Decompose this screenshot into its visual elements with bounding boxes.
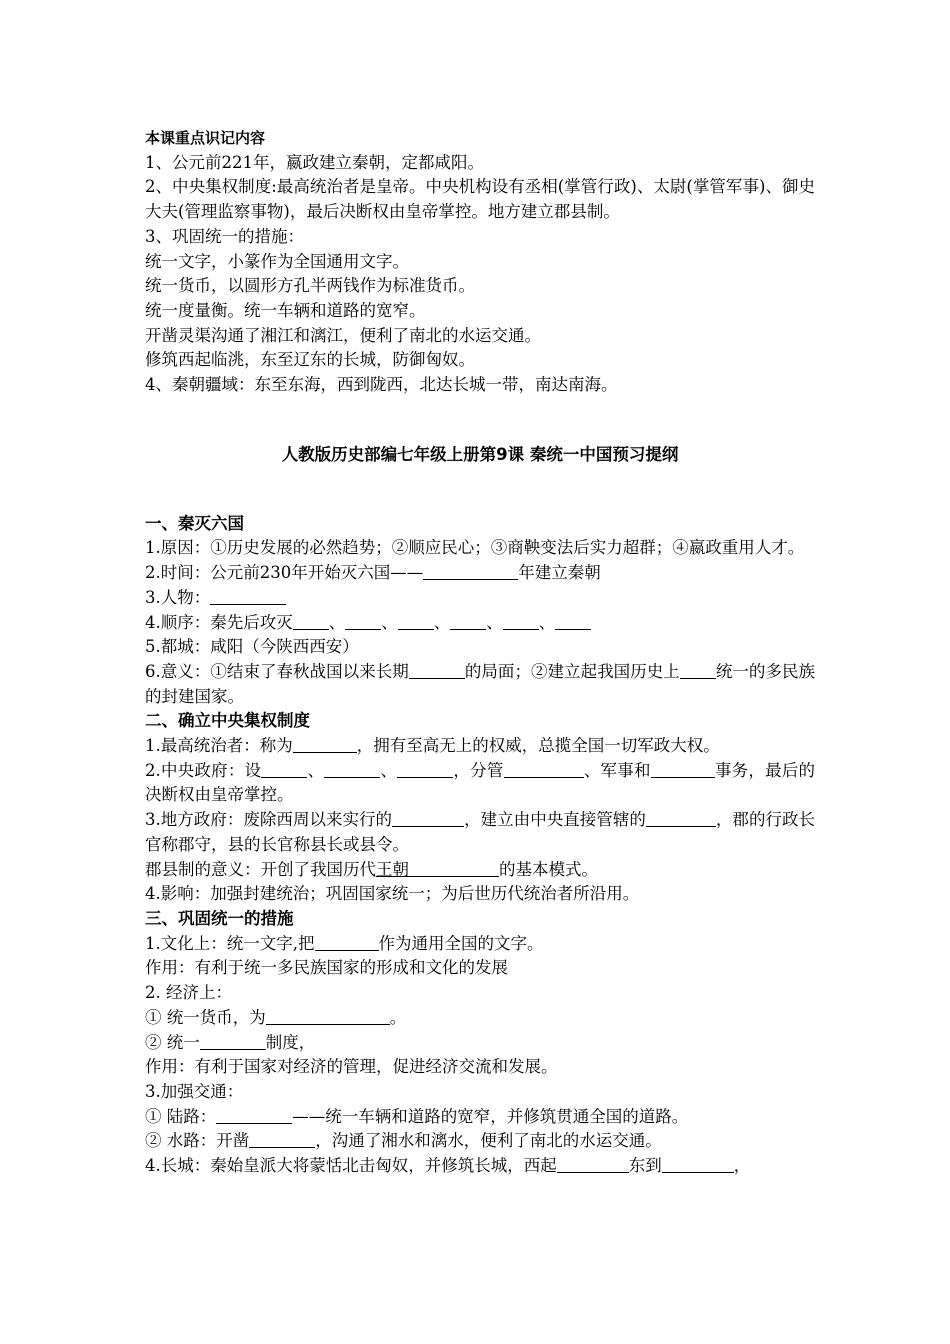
- page-title: 人教版历史部编七年级上册第9课 秦统一中国预习提纲: [281, 444, 679, 464]
- s2-significance: 郡县制的意义：开创了我国历代王朝 的基本模式。: [145, 859, 598, 879]
- blank-script[interactable]: [315, 934, 379, 951]
- s3-land: ① 陆路： ——统一车辆和道路的宽窄，并修筑贯通全国的道路。: [145, 1106, 689, 1126]
- keypoint-line-4: 统一文字，小篆作为全国通用文字。: [145, 251, 409, 271]
- keypoint-line-9: 4、秦朝疆域：东至东海，西到陇西，北达长城一带，南达南海。: [145, 375, 618, 395]
- keypoint-line-2: 2、中央集权制度:最高统治者是皇帝。中央机构设有丞相(掌管行政)、太尉(掌管军事)、御史大夫(管理监察事物)，最后决断权由皇帝掌控。地方建立郡县制。: [145, 177, 815, 222]
- blank-wall-east[interactable]: [662, 1156, 734, 1173]
- keypoint-line-3: 3、巩固统一的措施：: [145, 226, 304, 246]
- blank-state-1[interactable]: [293, 613, 329, 630]
- blank-canal[interactable]: [249, 1131, 315, 1148]
- blank-state-5[interactable]: [503, 613, 539, 630]
- s3-traffic: 3.加强交通：: [145, 1081, 244, 1101]
- s2-ruler: 1.最高统治者：称为 ，拥有至高无上的权威，总揽全国一切军政大权。: [145, 736, 720, 756]
- blank-state-3[interactable]: [398, 613, 434, 630]
- s3-water: ② 水路：开凿 ，沟通了湘水和漓水，便利了南北的水运交通。: [145, 1131, 662, 1151]
- blank-currency[interactable]: [266, 1008, 390, 1025]
- blank-state-6[interactable]: [555, 613, 591, 630]
- s3-wall: 4.长城：秦始皇派大将蒙恬北击匈奴，并修筑长城，西起 东到 ，: [145, 1156, 751, 1176]
- s1-order: 4.顺序：秦先后攻灭 、 、 、 、 、: [145, 611, 815, 636]
- keypoints-heading: 本课重点识记内容: [145, 129, 266, 147]
- blank-dynasty[interactable]: [409, 860, 499, 877]
- blank-first[interactable]: [680, 662, 716, 679]
- keypoint-line-7: 开凿灵渠沟通了湘江和漓江，便利了南北的水运交通。: [145, 325, 541, 345]
- s3-measure: ② 统一 制度，: [145, 1032, 316, 1052]
- blank-duty-1[interactable]: [504, 761, 584, 778]
- s1-people: 3.人物：: [145, 586, 815, 611]
- section-1-heading: 一、秦灭六国: [145, 513, 244, 533]
- s3-economy: 2. 经济上：: [145, 983, 232, 1003]
- s3-culture-effect: 作用：有利于统一多民族国家的形成和文化的发展: [145, 958, 508, 978]
- s1-capital: 5.都城：咸阳（今陕西西安）: [145, 637, 359, 657]
- keypoint-line-1: 1、公元前221年，嬴政建立秦朝，定都咸阳。: [145, 152, 484, 172]
- blank-state-4[interactable]: [450, 613, 486, 630]
- blank-duty-2[interactable]: [651, 761, 715, 778]
- section-3-heading: 三、巩固统一的措施: [145, 908, 294, 928]
- blank-wall-west[interactable]: [557, 1156, 629, 1173]
- s1-reason: 1.原因：①历史发展的必然趋势；②顺应民心；③商鞅变法后实力超群；④嬴政重用人才。: [145, 538, 805, 558]
- keypoint-line-6: 统一度量衡。统一车辆和道路的宽窄。: [145, 300, 426, 320]
- s2-local: 3.地方政府：废除西周以来实行的 ，建立由中央直接管辖的 ，郡的行政长官称郡守，县的长官称县长或县令。: [145, 810, 816, 854]
- s1-meaning: 6.意义：①结束了春秋战国以来长期 的局面；②建立起我国历史上 统一的多民族的封建国家。: [145, 661, 816, 706]
- blank-state-2[interactable]: [345, 613, 381, 630]
- blank-measure[interactable]: [200, 1033, 266, 1050]
- blank-title[interactable]: [293, 736, 357, 753]
- blank-official-2[interactable]: [324, 761, 380, 778]
- keypoint-line-8: 修筑西起临洮，东至辽东的长城，防御匈奴。: [145, 350, 475, 370]
- blank-road[interactable]: [216, 1107, 292, 1124]
- s3-currency: ① 统一货币，为 。: [145, 1007, 407, 1027]
- s2-central: 2.中央政府：设 、 、 ，分管 、军事和 事务，最后的决断权由皇帝掌控。: [145, 760, 816, 805]
- s1-time: 2.时间：公元前230年开始灭六国—— 年建立秦朝: [145, 563, 601, 583]
- blank-situation[interactable]: [409, 662, 465, 679]
- blank-year[interactable]: [423, 563, 518, 580]
- blank-official-3[interactable]: [397, 761, 453, 778]
- document-page: [145, 126, 815, 1179]
- keypoint-line-5: 统一货币，以圆形方孔半两钱作为标准货币。: [145, 276, 475, 296]
- blank-people[interactable]: [210, 588, 286, 605]
- s2-impact: 4.影响：加强封建统治；巩固国家统一；为后世历代统治者所沿用。: [145, 884, 640, 904]
- blank-old-system[interactable]: [392, 810, 464, 827]
- s3-culture: 1.文化上：统一文字,把 作为通用全国的文字。: [145, 933, 544, 953]
- blank-new-system[interactable]: [646, 810, 716, 827]
- blank-official-1[interactable]: [261, 761, 307, 778]
- section-2-heading: 二、确立中央集权制度: [145, 711, 310, 731]
- s3-economy-effect: 作用：有利于国家对经济的管理，促进经济交流和发展。: [145, 1057, 558, 1077]
